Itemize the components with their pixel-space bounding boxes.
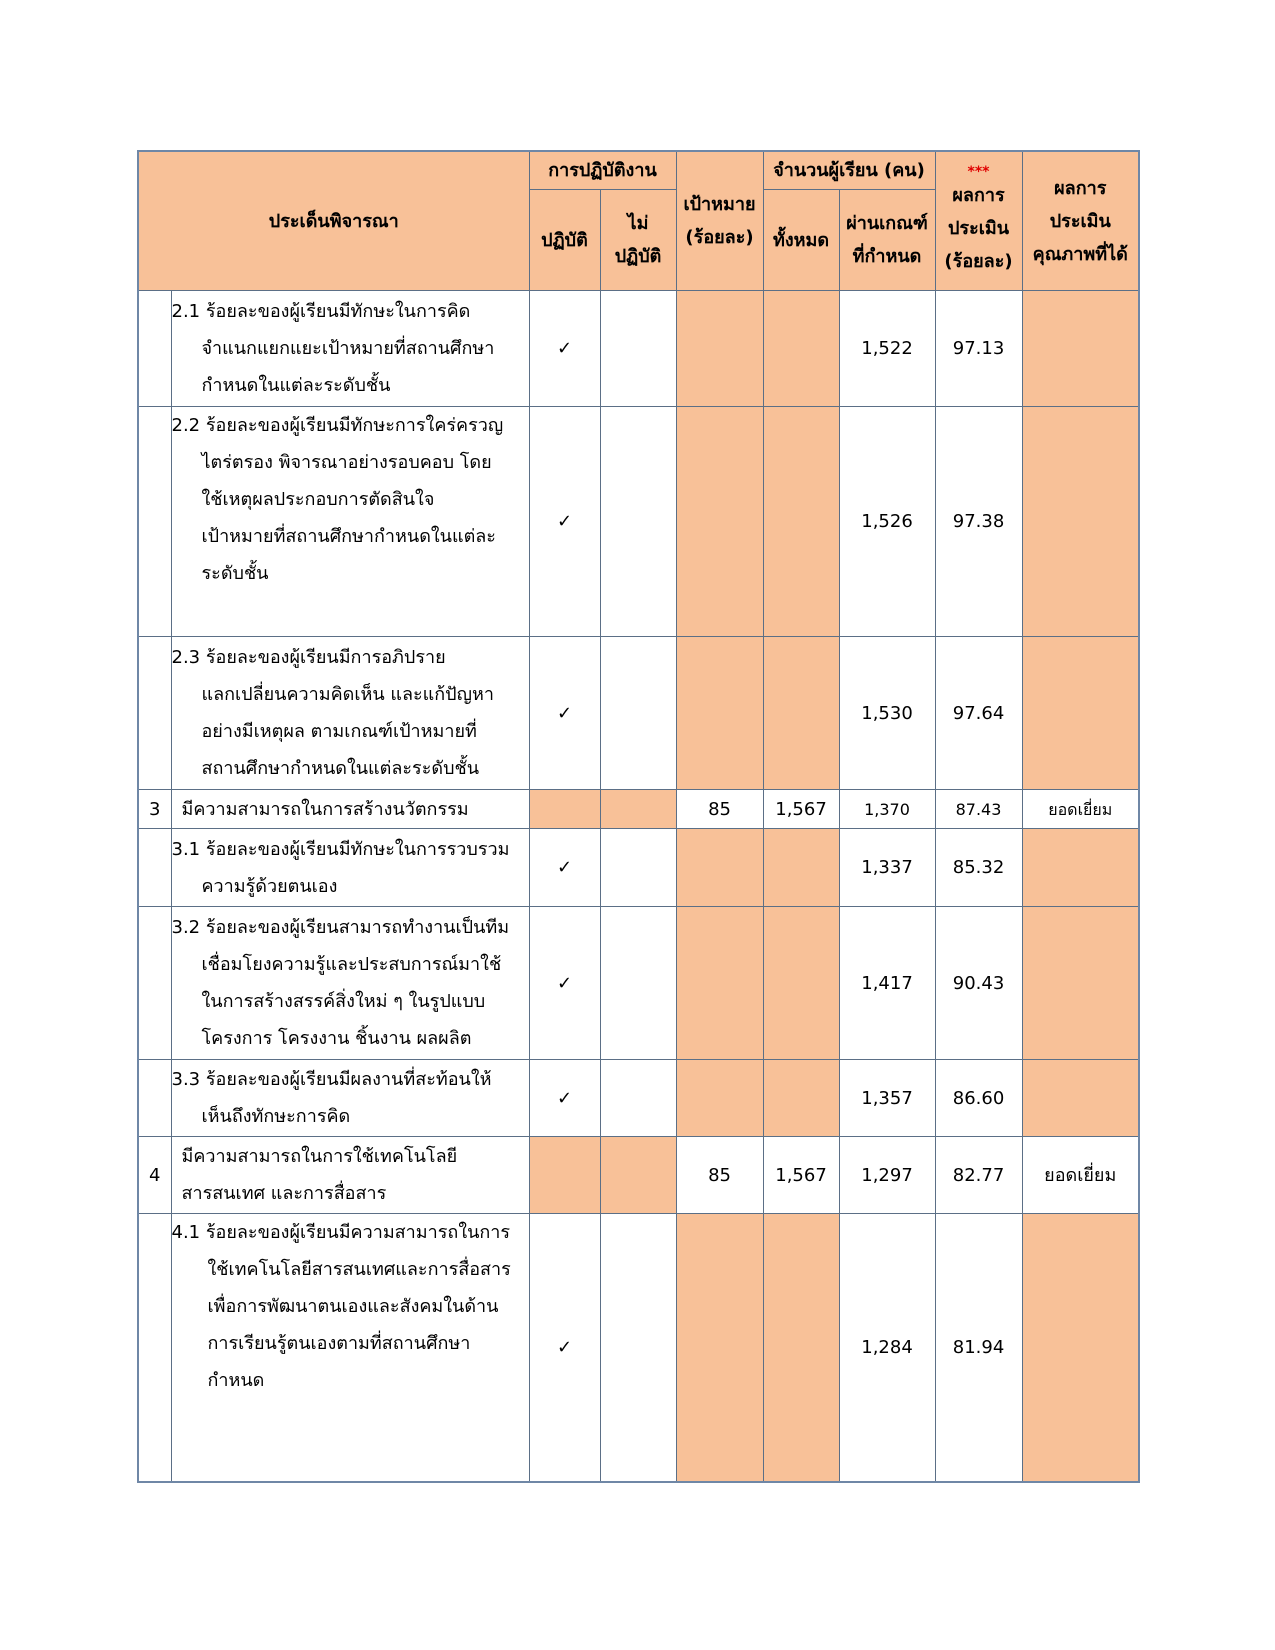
check-icon: ✓ — [529, 1214, 600, 1482]
row-no-cell — [138, 291, 171, 407]
check-icon: ✓ — [529, 907, 600, 1060]
target-value: 85 — [676, 1137, 763, 1214]
quality-level: ยอดเยี่ยม — [1022, 790, 1139, 829]
criteria-text: มีความสามารถในการสร้างนวัตกรรม — [171, 790, 529, 829]
header-result: *** ผลการ ประเมิน (ร้อยละ) — [935, 151, 1022, 291]
passed-count: 1,526 — [839, 407, 935, 637]
header-target: เป้าหมาย (ร้อยละ) — [676, 151, 763, 291]
quality-level: ยอดเยี่ยม — [1022, 1137, 1139, 1214]
criteria-text: 2.3 ร้อยละของผู้เรียนมีการอภิปราย แลกเปลี่ยนความคิดเห็น และแก้ปัญหา อย่างมีเหตุผล ตามเกณฑ์เป้าหมายที่ สถานศึกษากำหนดในแต่ละระดับชั้น — [171, 637, 529, 790]
stars-mark: *** — [967, 163, 990, 180]
target-value: 85 — [676, 790, 763, 829]
passed-count: 1,337 — [839, 829, 935, 907]
check-icon: ✓ — [529, 829, 600, 907]
table-row — [138, 291, 1139, 407]
header-performance: การปฏิบัติงาน — [529, 151, 676, 190]
passed-count: 1,284 — [839, 1214, 935, 1482]
passed-count: 1,357 — [839, 1060, 935, 1137]
result-percent: 82.77 — [935, 1137, 1022, 1214]
header-quality: ผลการ ประเมิน คุณภาพที่ได้ — [1022, 151, 1139, 291]
header-students: จำนวนผู้เรียน (คน) — [763, 151, 935, 190]
passed-count: 1,370 — [839, 790, 935, 829]
passed-count: 1,297 — [839, 1137, 935, 1214]
criteria-text: 2.2 ร้อยละของผู้เรียนมีทักษะการใคร่ครวญ ไตร่ตรอง พิจารณาอย่างรอบคอบ โดย ใช้เหตุผลประกอบการตัดสินใจ เป้าหมายที่สถานศึกษากำหนดในแต่ละ ระดับชั้น — [171, 407, 529, 637]
result-percent: 90.43 — [935, 907, 1022, 1060]
criteria-text: 3.3 ร้อยละของผู้เรียนมีผลงานที่สะท้อนให้ เห็นถึงทักษะการคิด — [171, 1060, 529, 1137]
table-row — [138, 790, 1139, 829]
row-no: 3 — [138, 790, 171, 829]
header-criteria: ประเด็นพิจารณา — [138, 151, 529, 291]
header-not-performed: ไม่ ปฏิบัติ — [600, 190, 676, 291]
header-passed: ผ่านเกณฑ์ ที่กำหนด — [839, 190, 935, 291]
header-performed: ปฏิบัติ — [529, 190, 600, 291]
table-row — [138, 829, 1139, 907]
result-percent: 97.13 — [935, 291, 1022, 407]
result-percent: 97.38 — [935, 407, 1022, 637]
check-icon: ✓ — [529, 407, 600, 637]
check-icon: ✓ — [529, 1060, 600, 1137]
result-percent: 97.64 — [935, 637, 1022, 790]
passed-count: 1,522 — [839, 291, 935, 407]
table-row — [138, 407, 1139, 637]
result-percent: 87.43 — [935, 790, 1022, 829]
table-row — [138, 1060, 1139, 1137]
table-row — [138, 1214, 1139, 1482]
total-count: 1,567 — [763, 1137, 839, 1214]
result-percent: 86.60 — [935, 1060, 1022, 1137]
row-no: 4 — [138, 1137, 171, 1214]
passed-count: 1,417 — [839, 907, 935, 1060]
passed-count: 1,530 — [839, 637, 935, 790]
check-icon: ✓ — [529, 291, 600, 407]
table-row — [138, 1137, 1139, 1214]
result-percent: 81.94 — [935, 1214, 1022, 1482]
table-row — [138, 907, 1139, 1060]
criteria-text: 3.2 ร้อยละของผู้เรียนสามารถทำงานเป็นทีม เชื่อมโยงความรู้และประสบการณ์มาใช้ ในการสร้างสรรค์สิ่งใหม่ ๆ ในรูปแบบ โครงการ โครงงาน ชิ้นงาน ผลผลิต — [171, 907, 529, 1060]
criteria-text: 2.1 ร้อยละของผู้เรียนมีทักษะในการคิด จำแนกแยกแยะเป้าหมายที่สถานศึกษา กำหนดในแต่ละระดับชั้น — [171, 291, 529, 407]
result-percent: 85.32 — [935, 829, 1022, 907]
table-row — [138, 637, 1139, 790]
check-icon: ✓ — [529, 637, 600, 790]
total-count: 1,567 — [763, 790, 839, 829]
header-total: ทั้งหมด — [763, 190, 839, 291]
criteria-text: 3.1 ร้อยละของผู้เรียนมีทักษะในการรวบรวม ความรู้ด้วยตนเอง — [171, 829, 529, 907]
criteria-text: มีความสามารถในการใช้เทคโนโลยี สารสนเทศ และการสื่อสาร — [171, 1137, 529, 1214]
criteria-text: 4.1 ร้อยละของผู้เรียนมีความสามารถในการ ใช้เทคโนโลยีสารสนเทศและการสื่อสาร เพื่อการพัฒนาตนเองและสังคมในด้าน การเรียนรู้ตนเองตามที่สถานศึกษา กำหนด — [171, 1214, 529, 1482]
evaluation-table — [137, 150, 1140, 1483]
